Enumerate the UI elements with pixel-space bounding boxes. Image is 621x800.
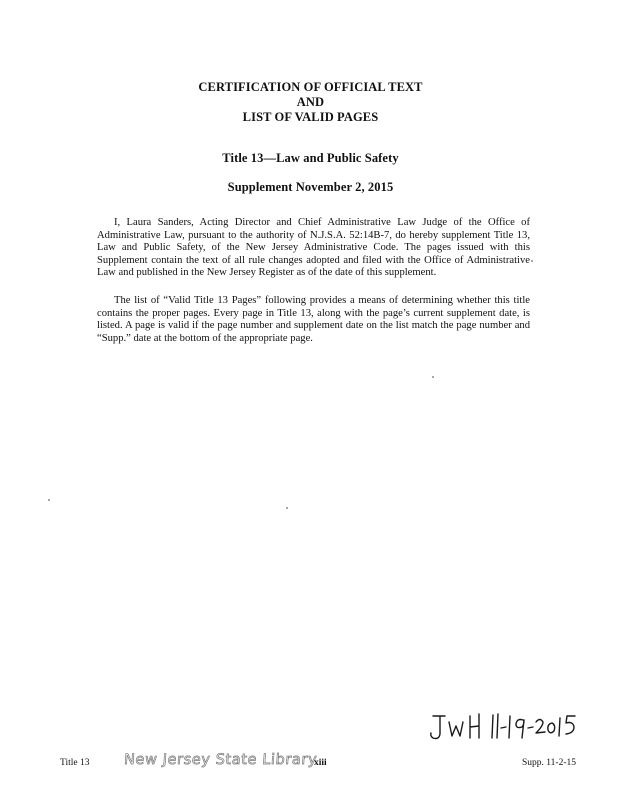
scan-speck <box>531 260 533 262</box>
valid-pages-paragraph: The list of “Valid Title 13 Pages” following provides a means of determining whether this title contains the proper pages. Every page in Title 13, along with the page’s current supplement date, is listed. A page is valid if the page number and supplement date on the list match the page number and “Supp.” date at the bottom of the appropriate page. <box>97 295 530 344</box>
heading-and: AND <box>296 95 325 109</box>
scan-speck <box>286 507 288 509</box>
supplement-code: Supp. 11-2-15 <box>522 758 577 768</box>
supplement-date: Supplement November 2, 2015 <box>227 180 394 194</box>
certification-heading: CERTIFICATION OF OFFICIAL TEXT <box>198 80 423 94</box>
footer-title: Title 13 <box>60 758 90 768</box>
certification-paragraph: I, Laura Sanders, Acting Director and Chief Administrative Law Judge of the Office of Administrative Law, pursuant to the authority of N.J.S.A. 52:14B-7, do hereby supplement Title 13, Law and Public Safety, of the New Jersey Administrative Code. The pages issued with this Supplement contain the text of all rule changes adopted and filed with the Office of Administrative Law and published in the New Jersey Register as of the date of this supplement. <box>97 217 530 279</box>
handwritten-signature <box>425 708 585 744</box>
library-watermark: New Jersey State Library <box>123 752 318 768</box>
valid-pages-heading: LIST OF VALID PAGES <box>242 110 379 124</box>
scan-speck <box>48 499 50 501</box>
scan-speck <box>432 376 434 378</box>
page-number: xiii <box>314 758 327 768</box>
title-subtitle: Title 13—Law and Public Safety <box>222 151 399 165</box>
